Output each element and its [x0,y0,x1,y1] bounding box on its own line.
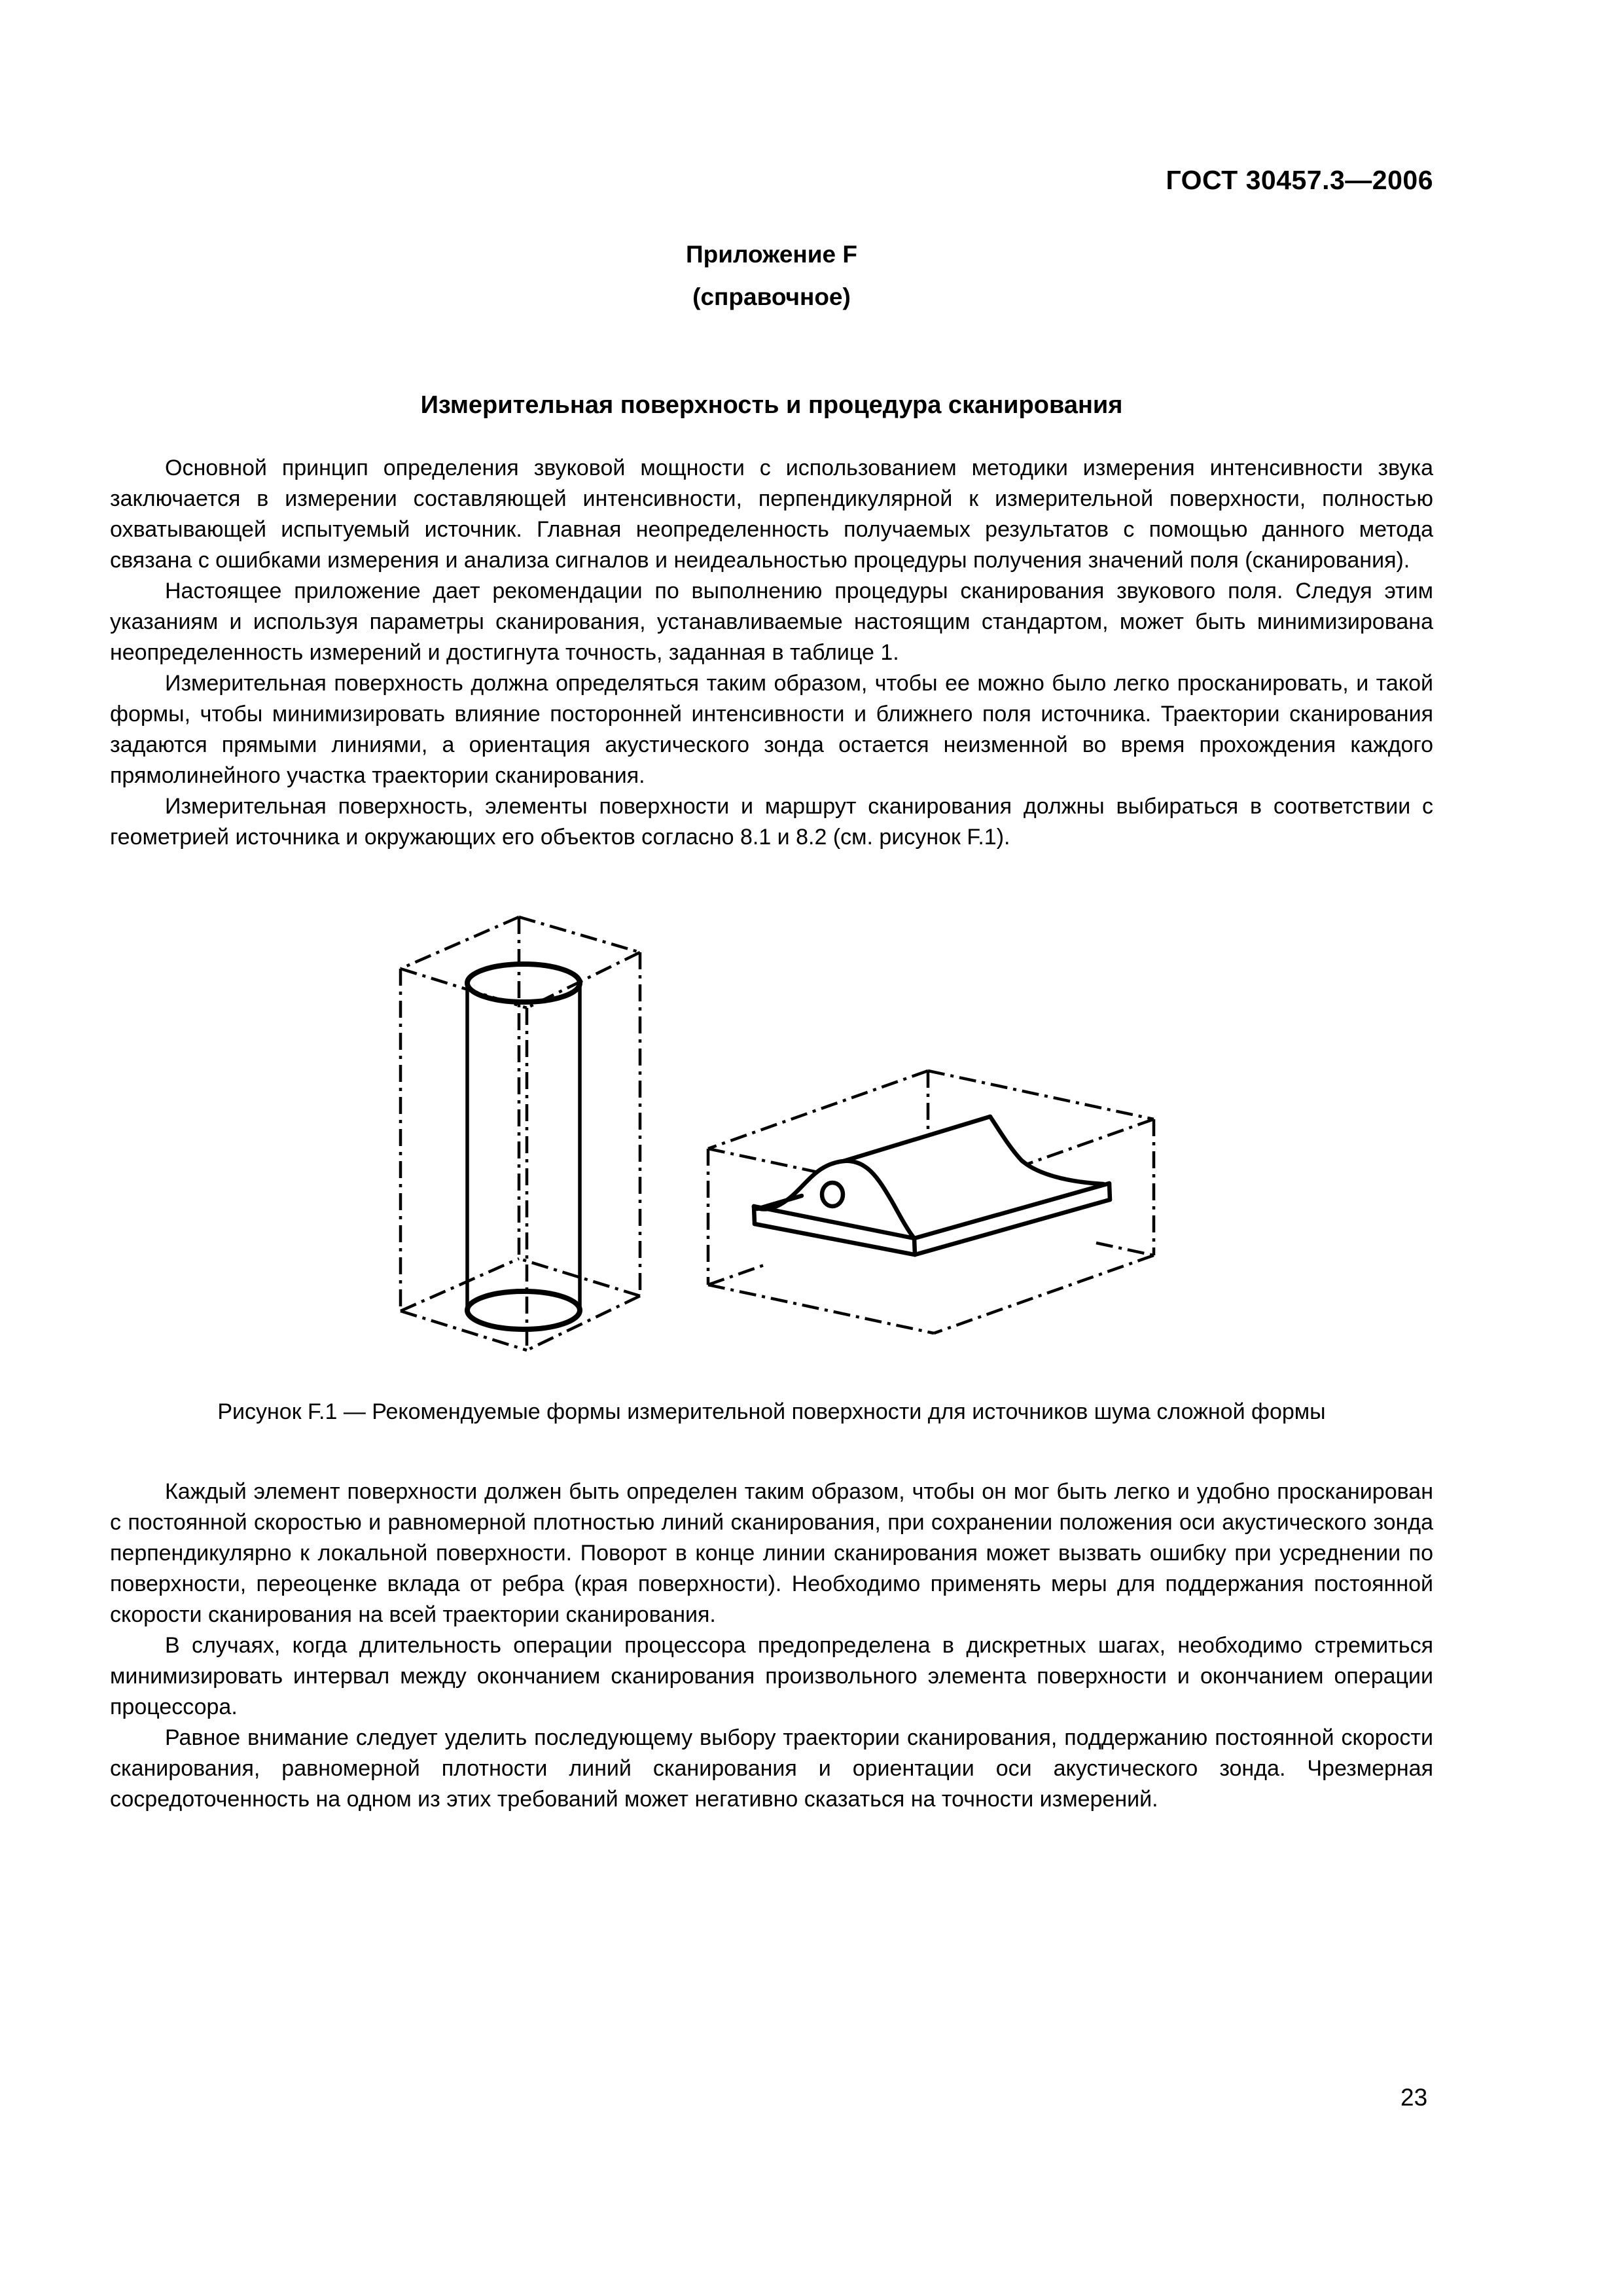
paragraph: Настоящее приложение дает рекомендации по выполнению процедуры сканирования звукового поля. Следуя этим указаниям и используя параметры сканирования, устанавливаемые настоящим стандартом, может быть минимизирована неопределенность измерений и достигнута точность, заданная в таблице 1. [110,579,1433,665]
page-number: 23 [1400,2084,1428,2111]
cylinder-shape [467,964,580,1329]
paragraph: Измерительная поверхность, элементы поверхности и маршрут сканирования должны выбираться в соответствии с геометрией источника и окружающих его объектов согласно 8.1 и 8.2 (см. рисунок F.1). [110,794,1433,850]
cylinder-measurement-surface-drawing [393,913,648,1358]
paragraph: Измерительная поверхность должна определяться таким образом, чтобы ее можно было легко просканировать, и такой формы, чтобы минимизировать влияние посторонней интенсивности и ближнего поля источника. Траектории сканирования задаются прямыми линиями, а ориентация акустического зонда остается неизменной во время прохождения каждого прямолинейного участка траектории сканирования. [110,671,1433,788]
figure-f1 [110,913,1433,1401]
standard-designation: ГОСТ 30457.3—2006 [1166,165,1433,195]
body-text-before-figure [110,453,1433,853]
paragraph: Основной принцип определения звуковой мощности с использованием методики измерения интенсивности звука заключается в измерении составляющей интенсивности, перпендикулярной к измерительной поверхности, полностью охватывающей испытуемый источник. Главная неопределенность получаемых результатов с помощью данного метода связана с ошибками измерения и анализа сигналов и неидеальностью процедуры получения значений поля (сканирования). [110,456,1433,573]
section-title: Измерительная поверхность и процедура сканирования [420,391,1123,419]
figure-caption: Рисунок F.1 — Рекомендуемые формы измерительной поверхности для источников шума сложной формы [217,1399,1326,1424]
appendix-note: (справочное) [692,283,851,310]
reference-box-wireframe [401,917,640,1350]
paragraph: Каждый элемент поверхности должен быть определен таким образом, чтобы он мог быть легко и удобно просканирован с постоянной скоростью и равномерной плотностью линий сканирования, при сохранении положения оси акустического зонда перпендикулярно к локальной поверхности. Поворот в конце линии сканирования может вызвать ошибку при усреднении по поверхности, переоценке вклада от ребра (края поверхности). Необходимо применять меры для поддержания постоянной скорости сканирования на всей траектории сканирования. [110,1479,1433,1627]
body-text-after-figure [110,1477,1433,1815]
paragraph: Равное внимание следует уделить последующему выбору траектории сканирования, поддержанию постоянной скорости сканирования, равномерной плотности линий сканирования и ориентации оси акустического зонда. Чрезмерная сосредоточенность на одном из этих требований может негативно сказаться на точности измерений. [110,1725,1433,1812]
appendix-label: Приложение F [686,241,857,268]
complex-source-drawing [704,1067,1162,1342]
paragraph: В случаях, когда длительность операции процессора предопределена в дискретных шагах, необходимо стремиться минимизировать интервал между окончанием сканирования произвольного элемента поверхности и окончанием операции процессора. [110,1633,1433,1719]
